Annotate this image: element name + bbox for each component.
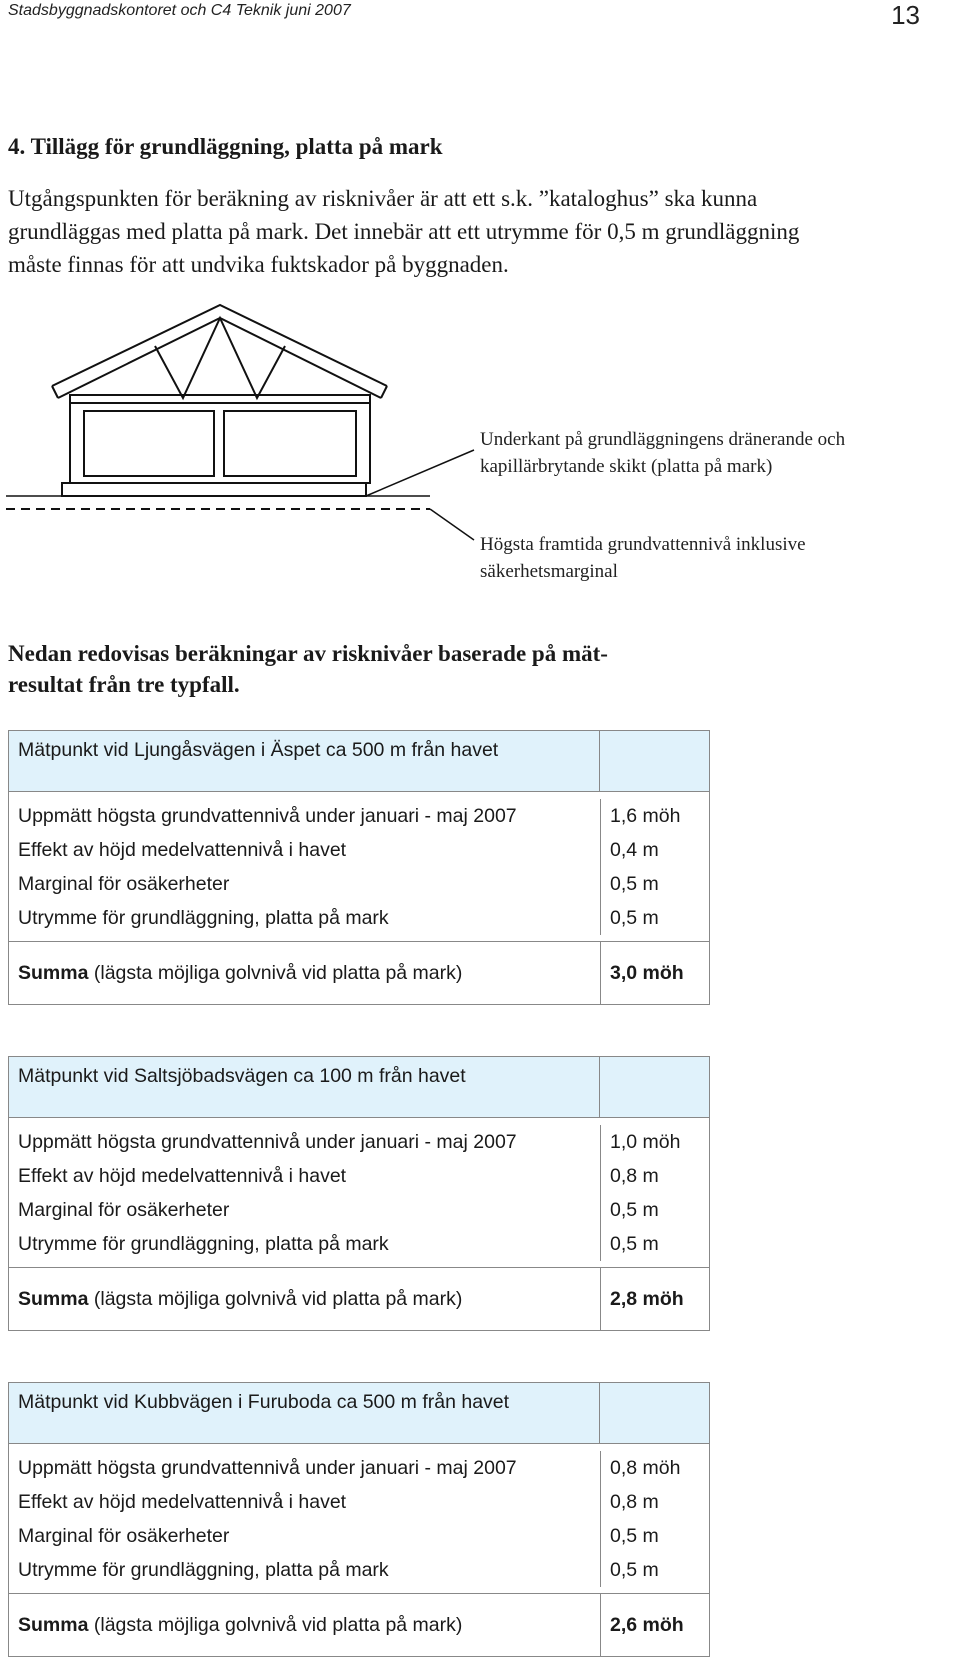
sum-row <box>8 1593 710 1657</box>
groundwater-callout <box>480 531 806 585</box>
subheading-line: resultat från tre typfall. <box>8 672 240 697</box>
row-label: Effekt av höjd medelvattennivå i havet <box>9 833 601 867</box>
table-row <box>9 833 709 867</box>
section-heading: 4. Tillägg för grundläggning, platta på mark <box>8 134 443 159</box>
table-row <box>9 799 709 833</box>
row-label: Effekt av höjd medelvattennivå i havet <box>9 1159 601 1193</box>
row-label: Uppmätt högsta grundvattennivå under januari - maj 2007 <box>9 1451 601 1485</box>
callout-line: Underkant på grundläggningens dränerande och <box>480 429 846 450</box>
subheading-line: Nedan redovisas beräkningar av risknivåer baserade på mät- <box>8 641 608 666</box>
table-title: Mätpunkt vid Saltsjöbadsvägen ca 100 m från havet <box>8 1056 600 1118</box>
table-header-blank <box>600 730 710 792</box>
sum-value: 2,8 möh <box>610 1288 684 1310</box>
row-label: Utrymme för grundläggning, platta på mark <box>9 1227 601 1261</box>
callout-leader <box>430 509 474 540</box>
house-walls <box>70 395 370 483</box>
intro-line: måste finnas för att undvika fuktskador på byggnaden. <box>8 252 509 277</box>
sum-label <box>9 942 601 1004</box>
callout-line: Högsta framtida grundvattennivå inklusive <box>480 534 806 555</box>
callout-leader <box>366 450 474 496</box>
foundation-slab <box>62 483 366 496</box>
sum-label <box>9 1594 601 1656</box>
row-label: Marginal för osäkerheter <box>9 1193 601 1227</box>
table-title: Mätpunkt vid Kubbvägen i Furuboda ca 500 m från havet <box>8 1382 600 1444</box>
row-label: Marginal för osäkerheter <box>9 867 601 901</box>
row-value: 0,5 m <box>610 873 659 895</box>
table-row <box>9 901 709 935</box>
table-title: Mätpunkt vid Ljungåsvägen i Äspet ca 500 m från havet <box>8 730 600 792</box>
sum-bold: Summa <box>18 962 89 984</box>
row-value: 0,5 m <box>610 1559 659 1581</box>
measurement-table <box>8 1382 710 1657</box>
row-label: Effekt av höjd medelvattennivå i havet <box>9 1485 601 1519</box>
sum-row <box>8 1267 710 1331</box>
row-label: Uppmätt högsta grundvattennivå under januari - maj 2007 <box>9 799 601 833</box>
running-header: Stadsbyggnadskontoret och C4 Teknik juni 2007 <box>8 2 351 19</box>
row-value: 0,8 m <box>610 1165 659 1187</box>
sum-row <box>8 941 710 1005</box>
sum-bold: Summa <box>18 1614 89 1636</box>
table-row <box>9 1193 709 1227</box>
intro-line: grundläggas med platta på mark. Det innebär att ett utrymme för 0,5 m grundläggning <box>8 219 800 244</box>
sum-label <box>9 1268 601 1330</box>
callout-line: säkerhetsmarginal <box>480 561 618 582</box>
roof-inner <box>58 318 381 398</box>
row-value: 0,8 möh <box>610 1457 681 1479</box>
row-value: 0,4 m <box>610 839 659 861</box>
sum-rest: (lägsta möjliga golvnivå vid platta på mark) <box>88 1288 463 1310</box>
measurement-table <box>8 1056 710 1331</box>
measurement-table <box>8 730 710 1005</box>
row-value: 1,0 möh <box>610 1131 681 1153</box>
table-row <box>9 1519 709 1553</box>
table-row <box>9 1159 709 1193</box>
table-row <box>9 1553 709 1587</box>
table-row <box>9 1485 709 1519</box>
callout-line: kapillärbrytande skikt (platta på mark) <box>480 456 773 477</box>
row-value: 1,6 möh <box>610 805 681 827</box>
table-header-blank <box>600 1056 710 1118</box>
sum-rest: (lägsta möjliga golvnivå vid platta på mark) <box>88 1614 463 1636</box>
table-row <box>9 1451 709 1485</box>
calculations-subheading <box>8 638 728 700</box>
page-number: 13 <box>891 0 920 30</box>
row-label: Utrymme för grundläggning, platta på mark <box>9 1553 601 1587</box>
row-label: Uppmätt högsta grundvattennivå under januari - maj 2007 <box>9 1125 601 1159</box>
row-value: 0,5 m <box>610 1233 659 1255</box>
intro-line: Utgångspunkten för beräkning av risknivåer är att ett s.k. ”kataloghus” ska kunna <box>8 186 758 211</box>
window-left <box>84 411 214 476</box>
window-right <box>224 411 356 476</box>
sum-rest: (lägsta möjliga golvnivå vid platta på mark) <box>88 962 463 984</box>
intro-paragraph <box>8 182 948 281</box>
sum-bold: Summa <box>18 1288 89 1310</box>
row-label: Utrymme för grundläggning, platta på mark <box>9 901 601 935</box>
sum-value: 2,6 möh <box>610 1614 684 1636</box>
table-row <box>9 867 709 901</box>
row-label: Marginal för osäkerheter <box>9 1519 601 1553</box>
roof-truss <box>155 318 285 398</box>
slab-callout <box>480 426 845 480</box>
table-header-blank <box>600 1382 710 1444</box>
row-value: 0,8 m <box>610 1491 659 1513</box>
row-value: 0,5 m <box>610 1199 659 1221</box>
row-value: 0,5 m <box>610 907 659 929</box>
row-value: 0,5 m <box>610 1525 659 1547</box>
sum-value: 3,0 möh <box>610 962 684 984</box>
table-row <box>9 1125 709 1159</box>
table-row <box>9 1227 709 1261</box>
